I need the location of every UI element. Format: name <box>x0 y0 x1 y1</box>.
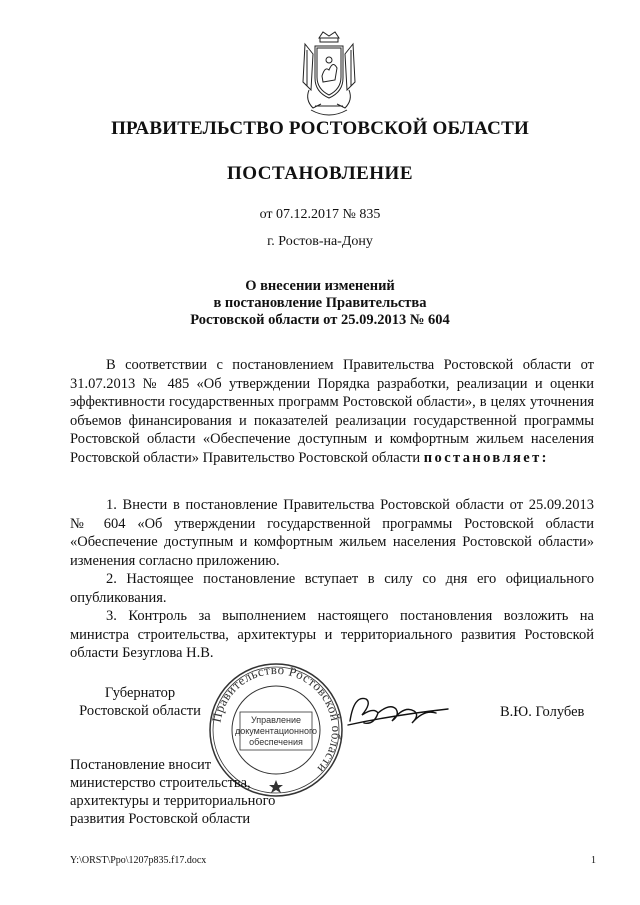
subject-line: в постановление Правительства <box>213 295 427 311</box>
resolution-item: 2. Настоящее постановление вступает в силу со дня его официального опубликования. <box>70 571 594 606</box>
resolution-keyword: постановляет: <box>423 449 549 466</box>
document-city: г. Ростов-на-Дону <box>267 234 373 249</box>
subject-line: О внесении изменений <box>245 278 395 294</box>
document-date-number: от 07.12.2017 № 835 <box>259 207 381 222</box>
signatory-name: В.Ю. Голубев <box>500 704 585 720</box>
position-line: Губернатор <box>104 685 176 701</box>
resolution-item: 1. Внести в постановление Правительства Ростовской области от 25.09.2013 № 604 «Об утверждении государственной программы Ростовской области «Обеспечение доступным и комфортным жильем населения Ростовской области» изменения согласно приложению. <box>70 497 594 569</box>
resolution-items <box>70 496 594 663</box>
handwritten-signature <box>344 685 454 735</box>
submitted-by-note <box>70 756 310 828</box>
stamp-inner-line: документационного <box>234 726 318 736</box>
document-subject <box>0 278 640 329</box>
submitted-line: Постановление вносит <box>70 757 212 773</box>
submitted-line: развития Ростовской области <box>70 811 251 827</box>
stamp-inner-line: Управление <box>250 715 302 725</box>
preamble-text: В соответствии с постановлением Правительства Ростовской области от 31.07.2013 № 485 «Об утверждении Порядка разработки, реализации и оценки эффективности государственных программ Ростовской области», в целях уточнения объемов финансирования и показателей реализации государственной программы Ростовской области «Обеспечение доступным и комфортным жильем населения Ростовской области» Правительство Ростовской области <box>70 357 594 466</box>
resolution-item: 3. Контроль за выполнением настоящего постановления возложить на министра строительства, архитектуры и территориального развития Ростовской области Безуглова Н.В. <box>70 608 594 661</box>
coat-of-arms-emblem <box>295 30 363 120</box>
stamp-inner-line: обеспечения <box>249 737 303 747</box>
footer-file-path: Y:\ORST\Ppo\1207p835.f17.docx <box>70 855 207 866</box>
document-type-heading: ПОСТАНОВЛЕНИЕ <box>226 163 414 184</box>
submitted-line: архитектуры и территориального <box>70 793 276 809</box>
government-title: ПРАВИТЕЛЬСТВО РОСТОВСКОЙ ОБЛАСТИ <box>111 118 529 139</box>
stamp-outer-text: Правительство Ростовской области <box>208 661 345 777</box>
submitted-line: министерство строительства, <box>70 775 251 791</box>
position-line: Ростовской области <box>79 703 201 719</box>
page-number: 1 <box>591 855 596 866</box>
preamble-paragraph <box>70 356 594 467</box>
subject-line: Ростовской области от 25.09.2013 № 604 <box>190 312 450 328</box>
signatory-position <box>70 684 210 720</box>
